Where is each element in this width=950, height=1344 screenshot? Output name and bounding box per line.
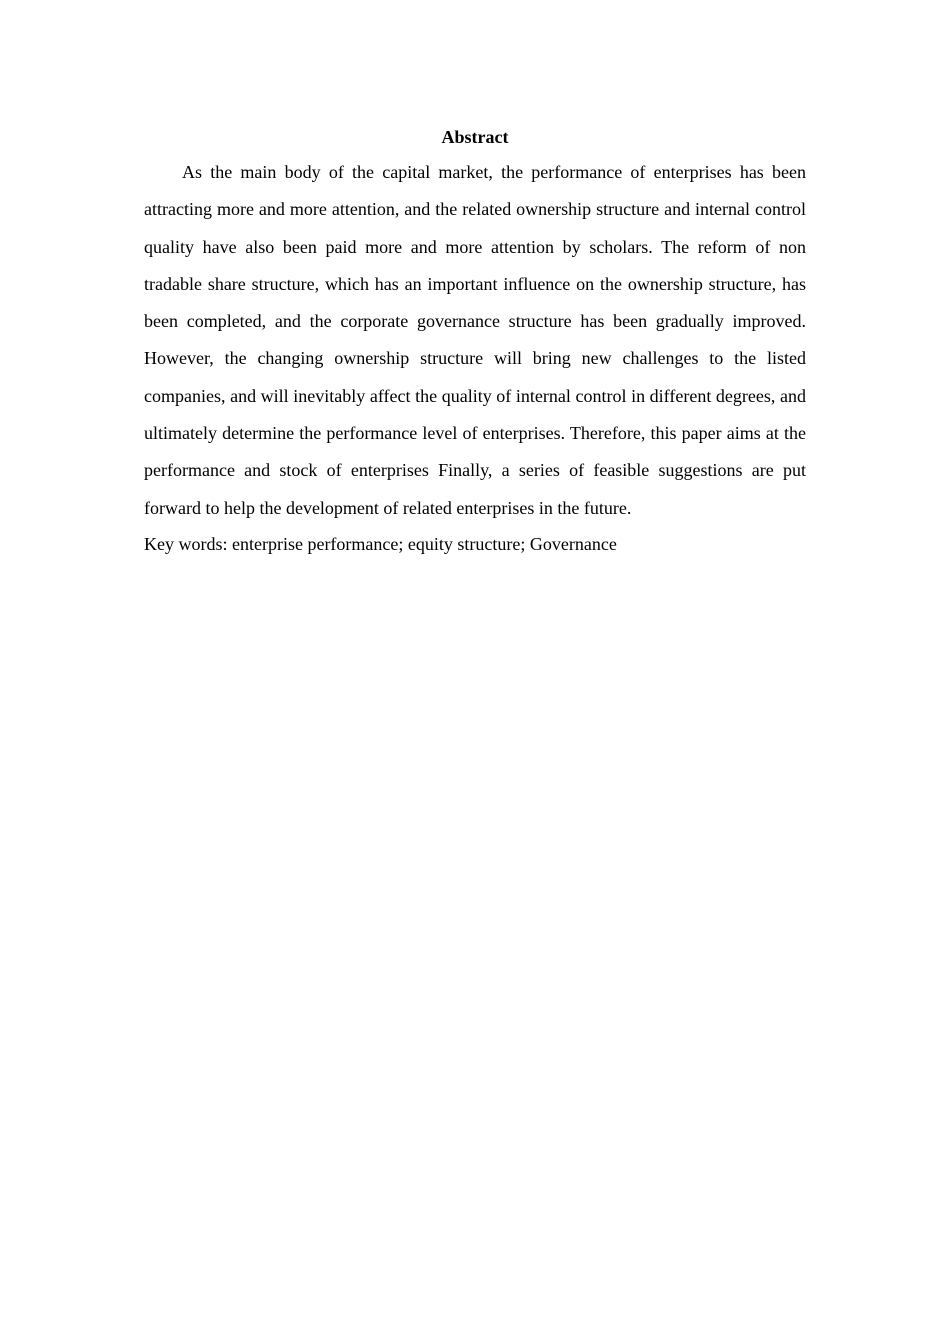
keywords-line: Key words: enterprise performance; equity structure; Governance	[144, 533, 617, 554]
abstract-heading: Abstract	[441, 127, 509, 147]
abstract-paragraph: As the main body of the capital market, the performance of enterprises has been attracting more and more attention, and the related ownership structure and internal control quality have also been paid more and more attention by scholars. The reform of non tradable share structure, which has an important influence on the ownership structure, has been completed, and the corporate governance structure has been gradually improved. However, the changing ownership structure will bring new challenges to the listed companies, and will inevitably affect the quality of internal control in different degrees, and ultimately determine the performance level of enterprises. Therefore, this paper aims at the performance and stock of enterprises Finally, a series of feasible suggestions are put forward to help the development of related enterprises in the future.	[144, 162, 806, 518]
abstract-section	[144, 124, 806, 557]
